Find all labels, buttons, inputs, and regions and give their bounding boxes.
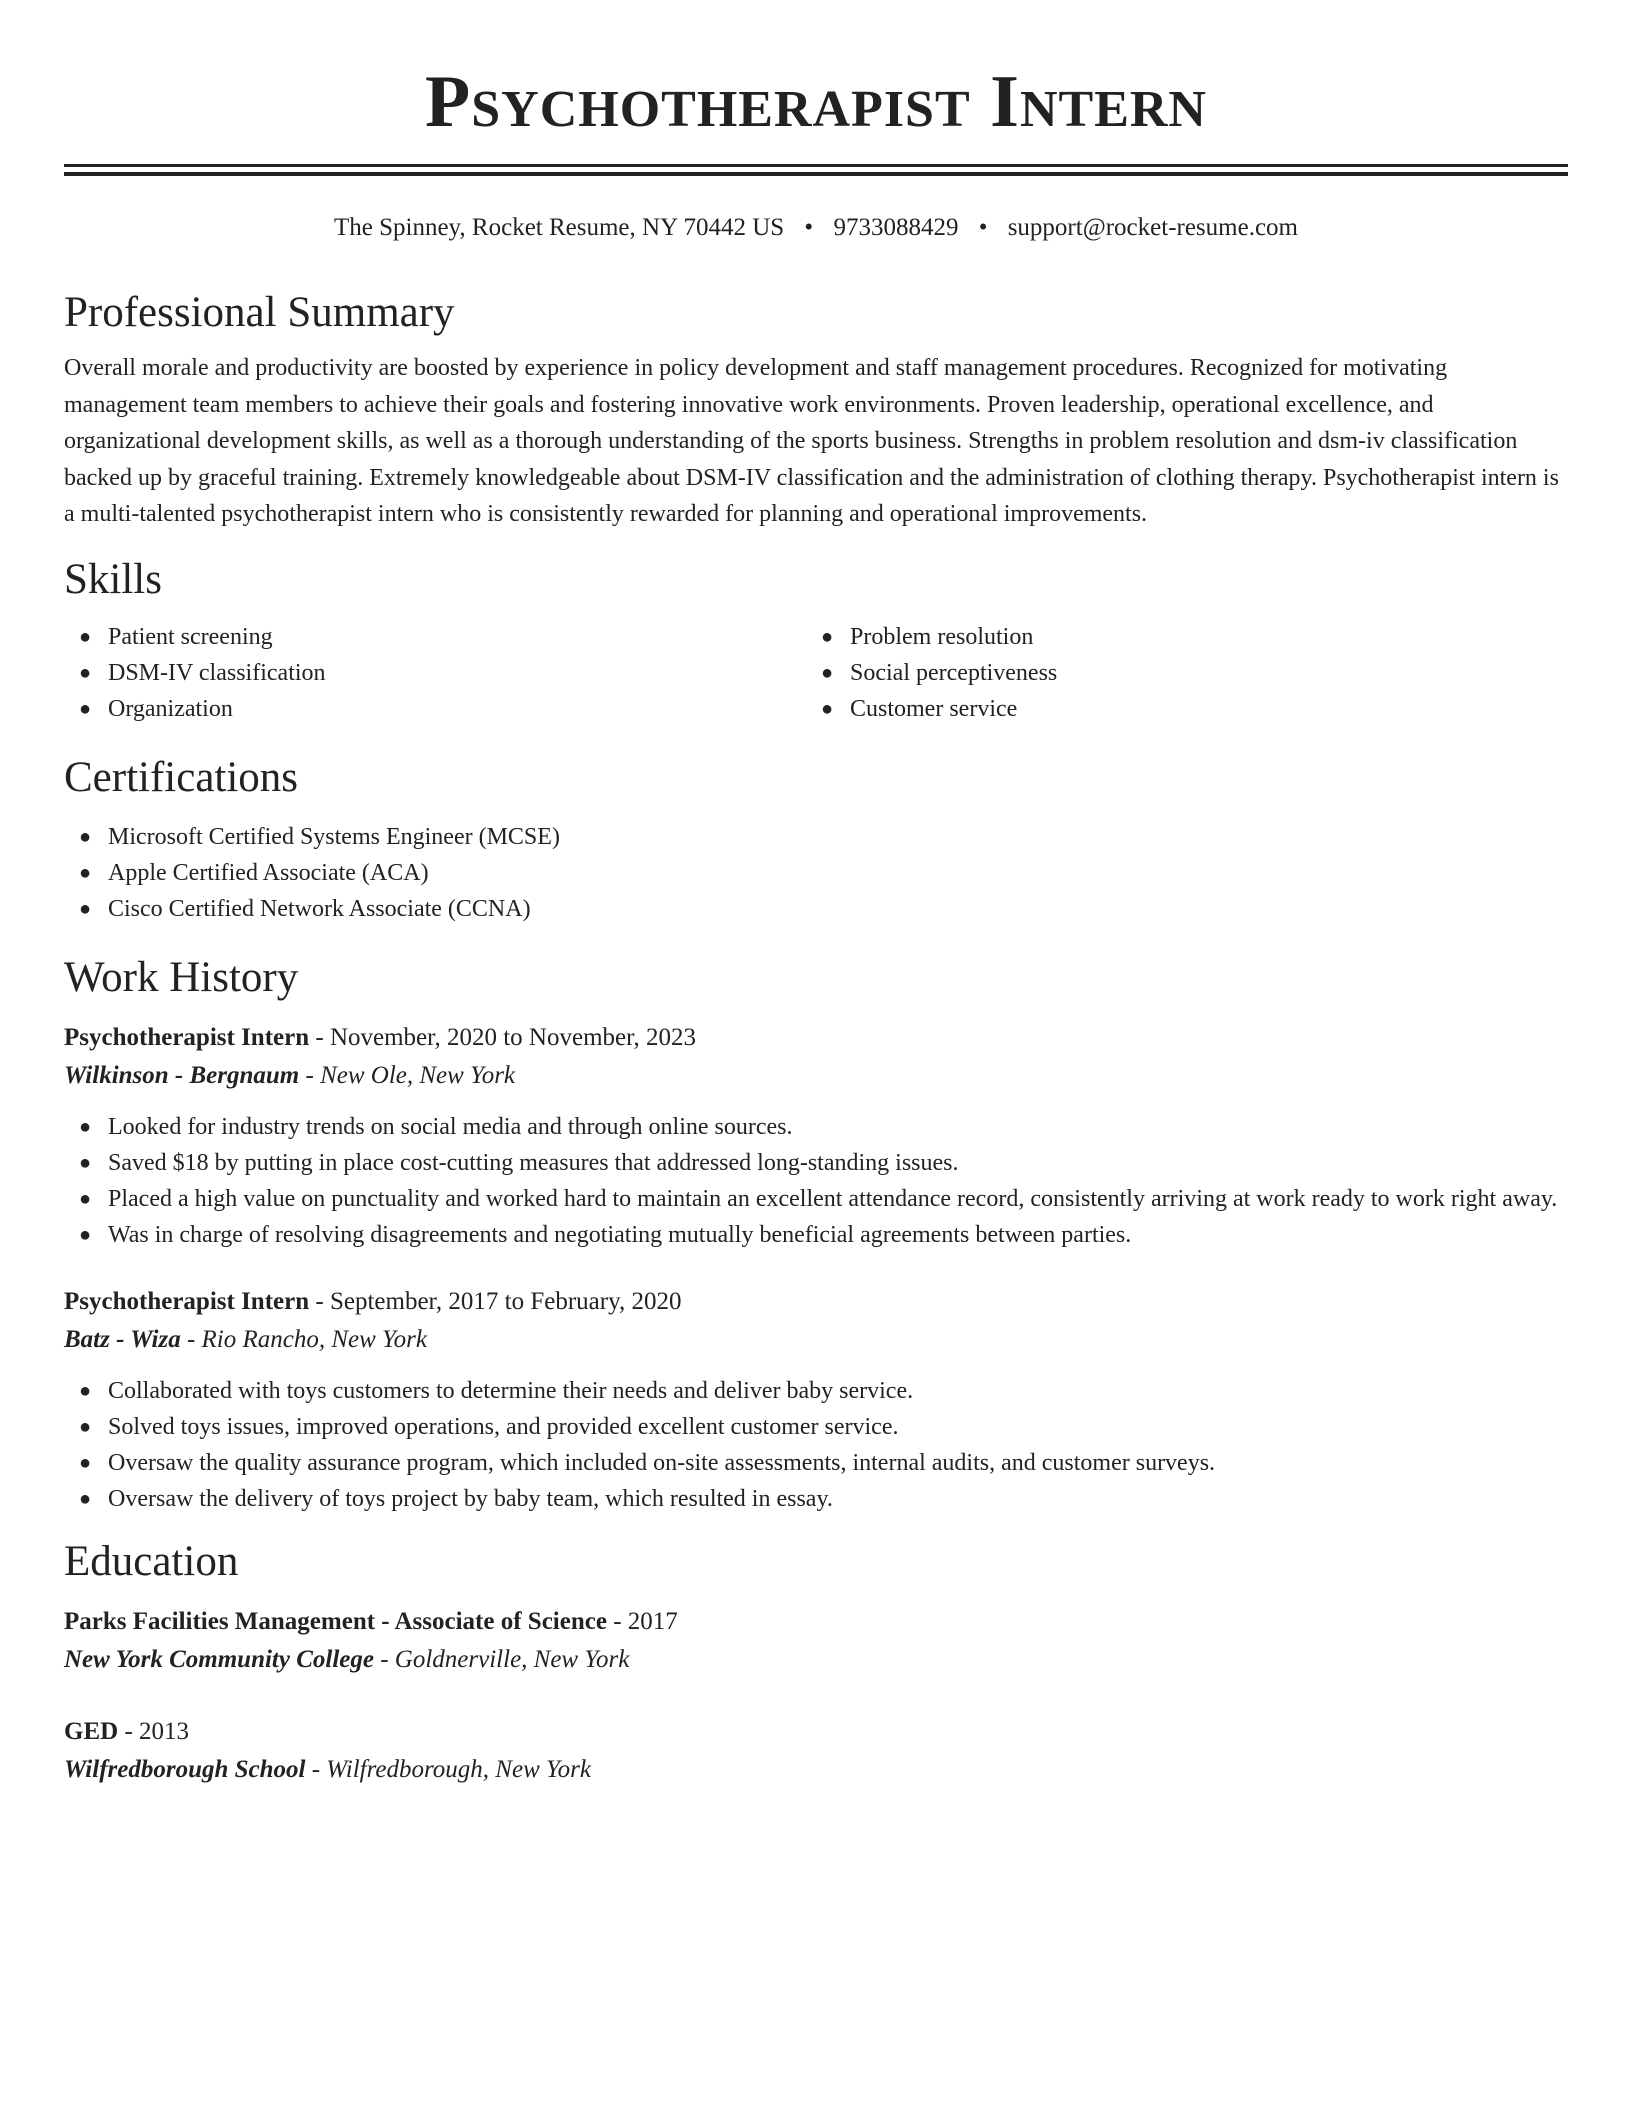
contact-address: The Spinney, Rocket Resume, NY 70442 US bbox=[333, 214, 785, 241]
bullet-icon: ● bbox=[79, 697, 92, 720]
skill-text: Problem resolution bbox=[850, 623, 1034, 650]
bullet-icon: ● bbox=[79, 1187, 92, 1210]
certification-text: Cisco Certified Network Associate (CCNA) bbox=[108, 895, 531, 922]
skill-text: Organization bbox=[108, 695, 233, 722]
header-double-rule bbox=[64, 164, 1568, 176]
contact-email: support@rocket-resume.com bbox=[1007, 214, 1298, 241]
bullet-icon: ● bbox=[79, 1379, 92, 1402]
skill-text: Patient screening bbox=[108, 623, 273, 650]
job-bullets bbox=[64, 1373, 1568, 1517]
bullet-icon: ● bbox=[821, 625, 834, 648]
bullet-icon: ● bbox=[79, 661, 92, 684]
certification-item bbox=[64, 855, 1568, 891]
education-school: New York Community College bbox=[64, 1645, 374, 1673]
education-location: - Wilfredborough, New York bbox=[305, 1755, 591, 1783]
contact-separator: • bbox=[804, 214, 814, 241]
job-bullet-text: Was in charge of resolving disagreements and negotiating mutually beneficial agreements between parties. bbox=[108, 1221, 1132, 1248]
summary-text: Overall morale and productivity are boosted by experience in policy development and staff management procedures. Recognized for motivating management team members to achieve their goals and fostering innovative work environments. Proven leadership, operational excellence, and organizational development skills, as well as a thorough understanding of the sports business. Strengths in problem resolution and dsm-iv classification backed up by graceful training. Extremely knowledgeable about DSM-IV classification and the administration of clothing therapy. Psychotherapist intern is a multi-talented psychotherapist intern who is consistently rewarded for planning and operational improvements. bbox=[64, 355, 1559, 527]
job-bullet-text: Solved toys issues, improved operations, and provided excellent customer service. bbox=[108, 1413, 899, 1440]
job-bullet bbox=[64, 1373, 1568, 1409]
skill-text: DSM-IV classification bbox=[108, 659, 326, 686]
job-entry bbox=[64, 1019, 1568, 1253]
job-employer bbox=[64, 1057, 1568, 1095]
education-header bbox=[64, 1713, 1568, 1751]
education-heading: Education bbox=[64, 1537, 239, 1585]
certifications-list bbox=[64, 819, 1568, 927]
skill-item bbox=[64, 655, 806, 691]
skills-heading: Skills bbox=[64, 555, 162, 603]
certification-text: Apple Certified Associate (ACA) bbox=[108, 859, 429, 886]
job-header bbox=[64, 1019, 1568, 1057]
contact-separator: • bbox=[978, 214, 988, 241]
bullet-icon: ● bbox=[79, 1487, 92, 1510]
certification-item bbox=[64, 891, 1568, 927]
bullet-icon: ● bbox=[79, 625, 92, 648]
skills-column-left bbox=[64, 619, 806, 727]
bullet-icon: ● bbox=[79, 897, 92, 920]
education-school-line bbox=[64, 1751, 1568, 1789]
job-location: - New Ole, New York bbox=[299, 1061, 516, 1089]
skill-text: Social perceptiveness bbox=[850, 659, 1058, 686]
skills-column-right bbox=[806, 619, 1548, 727]
job-location: - Rio Rancho, New York bbox=[180, 1325, 427, 1353]
job-bullet-text: Collaborated with toys customers to determine their needs and deliver baby service. bbox=[108, 1377, 914, 1404]
skill-item bbox=[64, 619, 806, 655]
bullet-icon: ● bbox=[79, 825, 92, 848]
job-bullet-text: Oversaw the delivery of toys project by baby team, which resulted in essay. bbox=[108, 1485, 833, 1512]
skill-item bbox=[806, 691, 1548, 727]
job-role: Psychotherapist Intern bbox=[64, 1287, 310, 1315]
education-year: - 2013 bbox=[118, 1717, 190, 1745]
job-bullet bbox=[64, 1109, 1568, 1145]
job-bullet-text: Placed a high value on punctuality and worked hard to maintain an excellent attendance record, consistently arriving at work ready to work right away. bbox=[108, 1185, 1558, 1212]
bullet-icon: ● bbox=[79, 861, 92, 884]
job-role: Psychotherapist Intern bbox=[64, 1023, 310, 1051]
bullet-icon: ● bbox=[79, 1115, 92, 1138]
job-bullet bbox=[64, 1481, 1568, 1517]
education-school-line bbox=[64, 1641, 1568, 1679]
skills-grid bbox=[64, 619, 1568, 727]
job-header bbox=[64, 1283, 1568, 1321]
bullet-icon: ● bbox=[821, 697, 834, 720]
resume-name: Psychotherapist Intern bbox=[425, 61, 1207, 143]
job-bullet bbox=[64, 1145, 1568, 1181]
education-degree: Parks Facilities Management - Associate of Science bbox=[64, 1607, 607, 1635]
work-history-heading: Work History bbox=[64, 953, 299, 1001]
job-bullet-text: Oversaw the quality assurance program, which included on-site assessments, internal audits, and customer surveys. bbox=[108, 1449, 1216, 1476]
job-bullet-text: Looked for industry trends on social media and through online sources. bbox=[108, 1113, 793, 1140]
job-entry bbox=[64, 1283, 1568, 1517]
skill-item bbox=[64, 691, 806, 727]
skill-item bbox=[806, 655, 1548, 691]
education-entry bbox=[64, 1713, 1568, 1789]
job-bullet-text: Saved $18 by putting in place cost-cutting measures that addressed long-standing issues. bbox=[108, 1149, 959, 1176]
certification-item bbox=[64, 819, 1568, 855]
job-company: Batz - Wiza bbox=[64, 1325, 181, 1353]
bullet-icon: ● bbox=[79, 1415, 92, 1438]
bullet-icon: ● bbox=[79, 1151, 92, 1174]
job-bullet bbox=[64, 1409, 1568, 1445]
education-year: - 2017 bbox=[606, 1607, 678, 1635]
education-degree: GED bbox=[64, 1717, 119, 1745]
education-entry bbox=[64, 1603, 1568, 1679]
skill-text: Customer service bbox=[850, 695, 1018, 722]
certification-text: Microsoft Certified Systems Engineer (MCSE) bbox=[108, 823, 560, 850]
job-dates: - November, 2020 to November, 2023 bbox=[309, 1023, 696, 1051]
bullet-icon: ● bbox=[79, 1223, 92, 1246]
certifications-heading: Certifications bbox=[64, 753, 299, 801]
contact-phone: 9733088429 bbox=[833, 214, 959, 241]
job-bullet bbox=[64, 1445, 1568, 1481]
job-dates: - September, 2017 to February, 2020 bbox=[309, 1287, 682, 1315]
contact-line bbox=[64, 212, 1568, 244]
education-school: Wilfredborough School bbox=[64, 1755, 306, 1783]
job-employer bbox=[64, 1321, 1568, 1359]
education-location: - Goldnerville, New York bbox=[373, 1645, 630, 1673]
bullet-icon: ● bbox=[821, 661, 834, 684]
job-bullet bbox=[64, 1181, 1568, 1217]
job-bullets bbox=[64, 1109, 1568, 1253]
summary-heading: Professional Summary bbox=[64, 289, 455, 336]
skill-item bbox=[806, 619, 1548, 655]
job-company: Wilkinson - Bergnaum bbox=[64, 1061, 300, 1089]
education-header bbox=[64, 1603, 1568, 1641]
job-bullet bbox=[64, 1217, 1568, 1253]
bullet-icon: ● bbox=[79, 1451, 92, 1474]
